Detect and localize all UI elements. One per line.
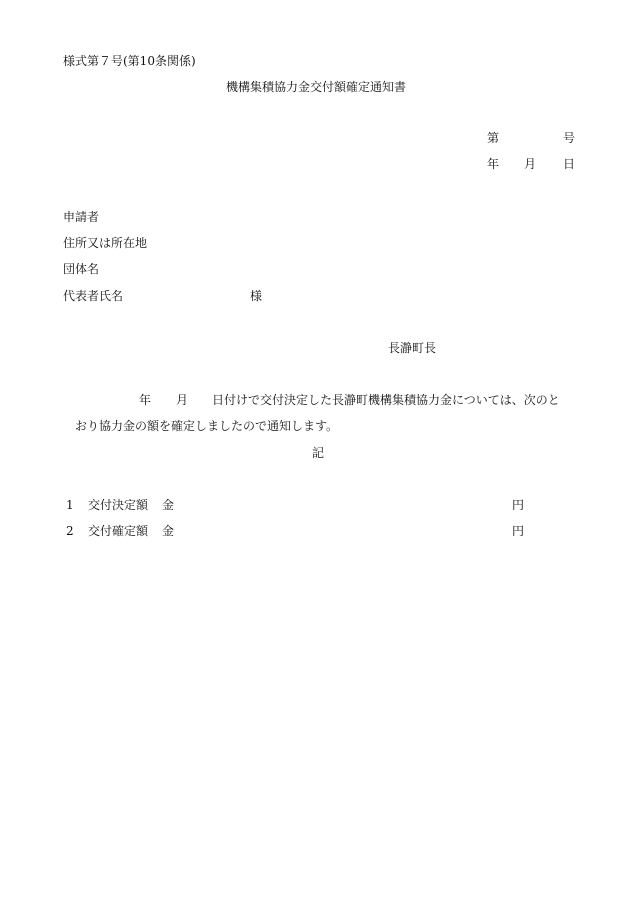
item-number: 1 — [66, 498, 74, 512]
issuer-name: 長瀞町長 — [388, 341, 437, 355]
date-month: 月 — [524, 157, 537, 171]
number-suffix: 号 — [563, 131, 576, 145]
number-prefix: 第 — [487, 131, 500, 145]
document-title: 機構集積協力金交付額確定通知書 — [226, 80, 407, 94]
item-unit: 円 — [512, 524, 525, 538]
ki-marker: 記 — [312, 446, 325, 460]
item-prefix: 金 — [162, 524, 175, 538]
honorific: 様 — [250, 289, 263, 303]
body-line1: 日付けで交付決定した長瀞町機構集積協力金については、次のと — [212, 393, 560, 407]
item-label: 交付決定額 — [88, 498, 149, 512]
form-label: 様式第７号(第10条関係) — [63, 54, 196, 68]
item-unit: 円 — [512, 498, 525, 512]
date-year: 年 — [487, 157, 500, 171]
date-day: 日 — [563, 157, 576, 171]
representative-label: 代表者氏名 — [63, 289, 124, 303]
address-label: 住所又は所在地 — [63, 236, 148, 250]
item-number: 2 — [66, 524, 74, 538]
body-month: 月 — [176, 393, 189, 407]
body-line2: おり協力金の額を確定しましたので通知します。 — [75, 419, 339, 433]
organization-label: 団体名 — [63, 262, 100, 276]
item-prefix: 金 — [162, 498, 175, 512]
body-year: 年 — [139, 393, 152, 407]
applicant-heading: 申請者 — [63, 210, 100, 224]
item-label: 交付確定額 — [88, 524, 149, 538]
